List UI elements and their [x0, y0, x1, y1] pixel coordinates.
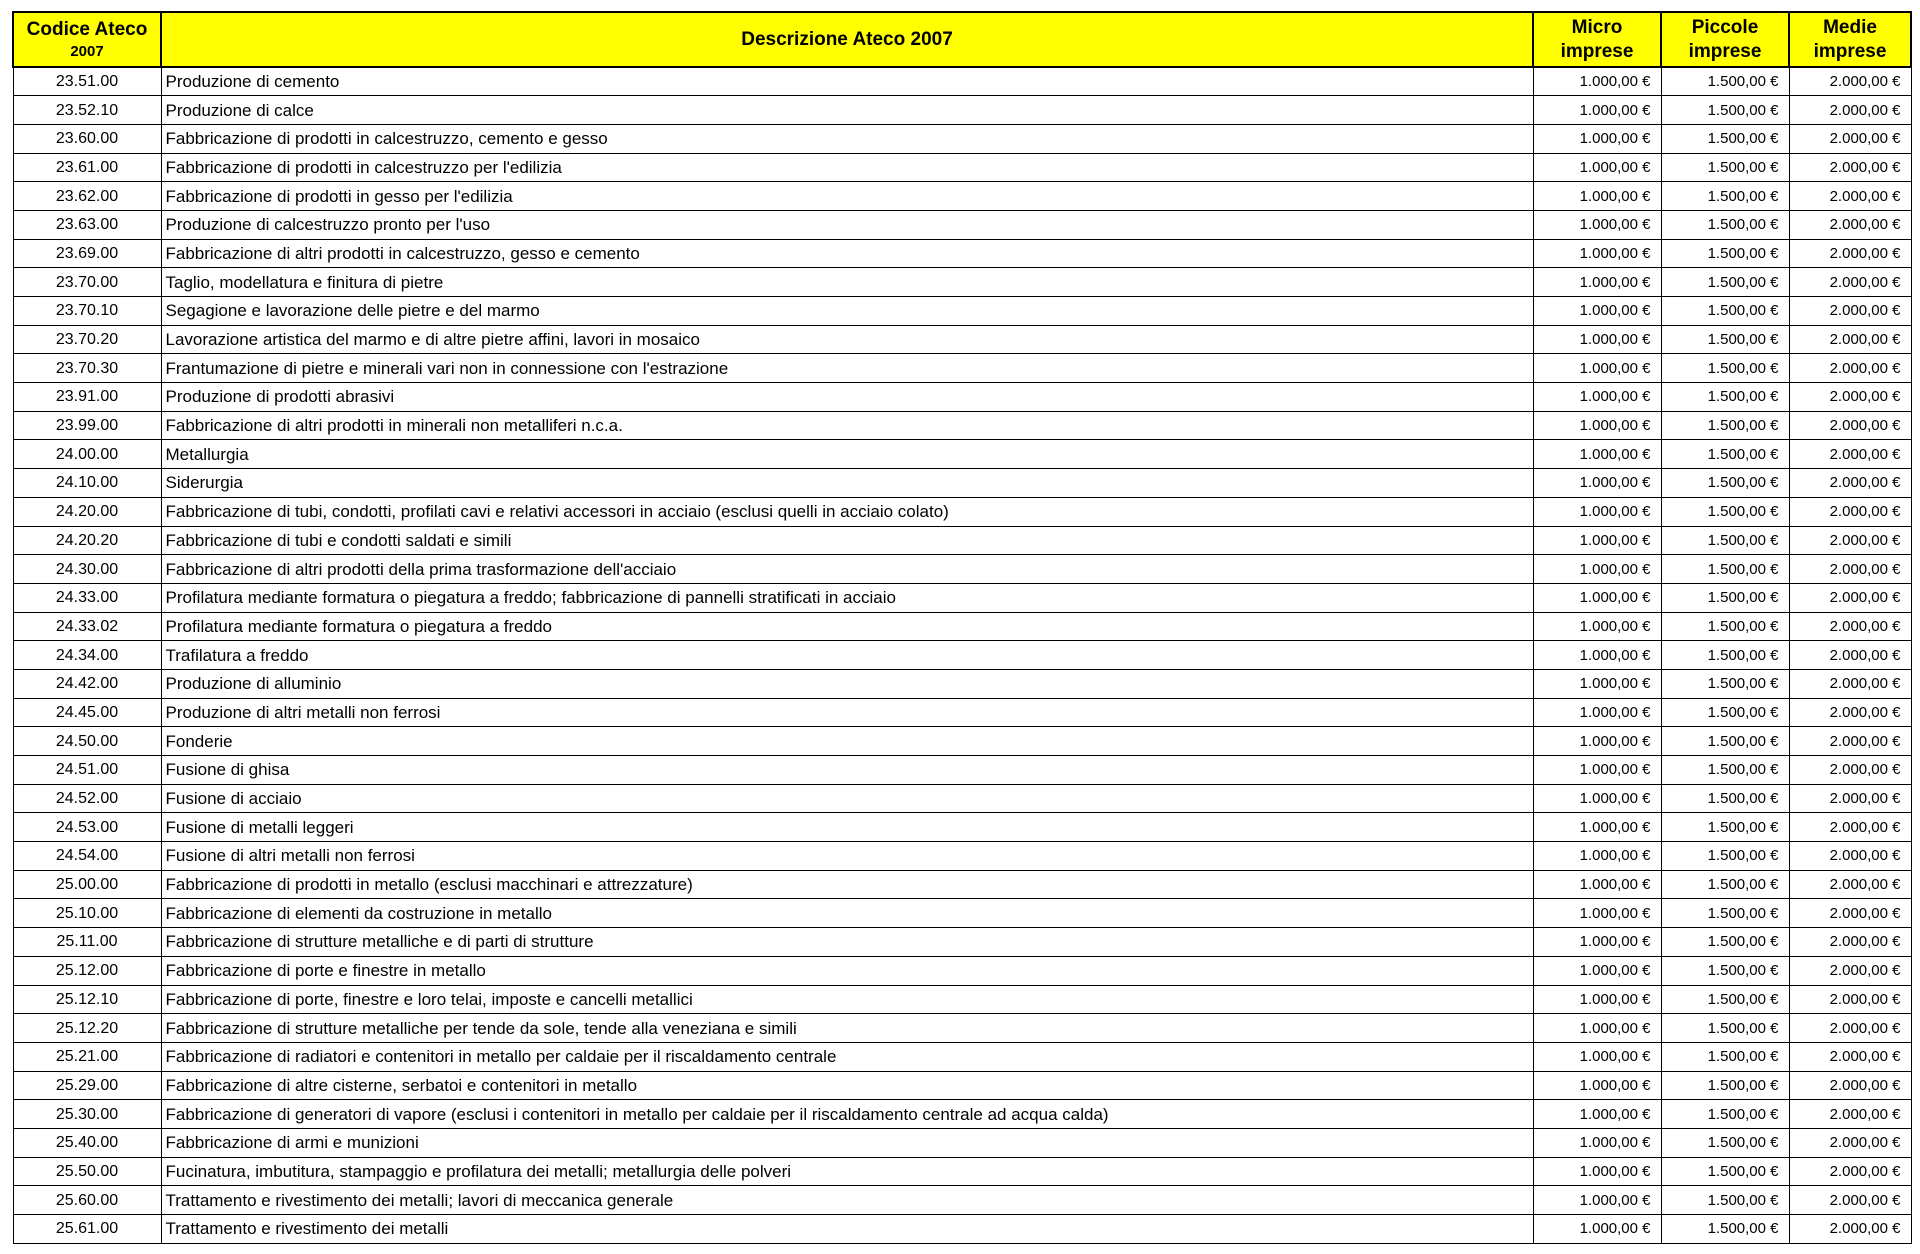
- cell-micro: 1.000,00 €: [1533, 1128, 1661, 1157]
- cell-codice: 24.51.00: [13, 756, 161, 785]
- cell-piccole: 1.500,00 €: [1661, 1100, 1789, 1129]
- cell-piccole: 1.500,00 €: [1661, 583, 1789, 612]
- cell-micro: 1.000,00 €: [1533, 612, 1661, 641]
- cell-piccole: 1.500,00 €: [1661, 784, 1789, 813]
- cell-piccole: 1.500,00 €: [1661, 669, 1789, 698]
- table-row: [13, 698, 1911, 727]
- cell-descrizione: Fabbricazione di altre cisterne, serbatoi e contenitori in metallo: [161, 1071, 1533, 1100]
- table-row: [13, 1157, 1911, 1186]
- cell-codice: 24.00.00: [13, 440, 161, 469]
- cell-piccole: 1.500,00 €: [1661, 411, 1789, 440]
- cell-descrizione: Fabbricazione di altri prodotti della prima trasformazione dell'acciaio: [161, 555, 1533, 584]
- cell-medie: 2.000,00 €: [1789, 1071, 1911, 1100]
- table-row: [13, 870, 1911, 899]
- cell-descrizione: Frantumazione di pietre e minerali vari non in connessione con l'estrazione: [161, 354, 1533, 383]
- cell-medie: 2.000,00 €: [1789, 153, 1911, 182]
- header-small-line2: imprese: [1688, 40, 1762, 62]
- cell-descrizione: Fabbricazione di prodotti in calcestruzzo, cemento e gesso: [161, 124, 1533, 153]
- cell-codice: 25.12.10: [13, 985, 161, 1014]
- cell-medie: 2.000,00 €: [1789, 354, 1911, 383]
- cell-medie: 2.000,00 €: [1789, 297, 1911, 326]
- cell-descrizione: Metallurgia: [161, 440, 1533, 469]
- cell-medie: 2.000,00 €: [1789, 1215, 1911, 1244]
- cell-descrizione: Siderurgia: [161, 469, 1533, 498]
- cell-codice: 24.53.00: [13, 813, 161, 842]
- cell-codice: 24.42.00: [13, 669, 161, 698]
- cell-micro: 1.000,00 €: [1533, 1042, 1661, 1071]
- cell-micro: 1.000,00 €: [1533, 870, 1661, 899]
- table-row: [13, 985, 1911, 1014]
- cell-micro: 1.000,00 €: [1533, 669, 1661, 698]
- cell-medie: 2.000,00 €: [1789, 1100, 1911, 1129]
- header-piccole-imprese: [1661, 12, 1789, 67]
- cell-micro: 1.000,00 €: [1533, 297, 1661, 326]
- table-row: [13, 1014, 1911, 1043]
- table-row: [13, 813, 1911, 842]
- cell-micro: 1.000,00 €: [1533, 813, 1661, 842]
- cell-piccole: 1.500,00 €: [1661, 555, 1789, 584]
- cell-piccole: 1.500,00 €: [1661, 899, 1789, 928]
- header-code-year: 2007: [70, 42, 104, 60]
- cell-piccole: 1.500,00 €: [1661, 1186, 1789, 1215]
- cell-descrizione: Fabbricazione di prodotti in metallo (esclusi macchinari e attrezzature): [161, 870, 1533, 899]
- cell-medie: 2.000,00 €: [1789, 411, 1911, 440]
- cell-descrizione: Fucinatura, imbutitura, stampaggio e profilatura dei metalli; metallurgia delle polveri: [161, 1157, 1533, 1186]
- cell-medie: 2.000,00 €: [1789, 1014, 1911, 1043]
- table-row: [13, 928, 1911, 957]
- cell-codice: 24.33.00: [13, 583, 161, 612]
- cell-medie: 2.000,00 €: [1789, 641, 1911, 670]
- cell-medie: 2.000,00 €: [1789, 67, 1911, 96]
- cell-medie: 2.000,00 €: [1789, 1157, 1911, 1186]
- cell-piccole: 1.500,00 €: [1661, 813, 1789, 842]
- cell-piccole: 1.500,00 €: [1661, 870, 1789, 899]
- cell-micro: 1.000,00 €: [1533, 641, 1661, 670]
- cell-piccole: 1.500,00 €: [1661, 96, 1789, 125]
- cell-micro: 1.000,00 €: [1533, 899, 1661, 928]
- header-medium-line1: Medie: [1823, 16, 1877, 38]
- cell-codice: 25.10.00: [13, 899, 161, 928]
- cell-medie: 2.000,00 €: [1789, 698, 1911, 727]
- cell-micro: 1.000,00 €: [1533, 583, 1661, 612]
- header-micro-line2: imprese: [1560, 40, 1634, 62]
- cell-piccole: 1.500,00 €: [1661, 1157, 1789, 1186]
- cell-descrizione: Fabbricazione di altri prodotti in minerali non metalliferi n.c.a.: [161, 411, 1533, 440]
- table-row: [13, 956, 1911, 985]
- cell-descrizione: Profilatura mediante formatura o piegatura a freddo; fabbricazione di pannelli stratificati in acciaio: [161, 583, 1533, 612]
- cell-piccole: 1.500,00 €: [1661, 268, 1789, 297]
- cell-medie: 2.000,00 €: [1789, 928, 1911, 957]
- cell-descrizione: Fabbricazione di radiatori e contenitori in metallo per caldaie per il riscaldamento centrale: [161, 1042, 1533, 1071]
- table-row: [13, 669, 1911, 698]
- cell-medie: 2.000,00 €: [1789, 985, 1911, 1014]
- cell-codice: 23.69.00: [13, 239, 161, 268]
- cell-piccole: 1.500,00 €: [1661, 928, 1789, 957]
- cell-medie: 2.000,00 €: [1789, 899, 1911, 928]
- cell-medie: 2.000,00 €: [1789, 583, 1911, 612]
- cell-codice: 23.91.00: [13, 383, 161, 412]
- cell-descrizione: Fabbricazione di prodotti in gesso per l'edilizia: [161, 182, 1533, 211]
- cell-descrizione: Taglio, modellatura e finitura di pietre: [161, 268, 1533, 297]
- table-row: [13, 727, 1911, 756]
- cell-codice: 25.00.00: [13, 870, 161, 899]
- cell-piccole: 1.500,00 €: [1661, 641, 1789, 670]
- table-row: [13, 268, 1911, 297]
- table-row: [13, 182, 1911, 211]
- cell-medie: 2.000,00 €: [1789, 526, 1911, 555]
- cell-piccole: 1.500,00 €: [1661, 325, 1789, 354]
- table-row: [13, 497, 1911, 526]
- cell-descrizione: Produzione di calce: [161, 96, 1533, 125]
- cell-micro: 1.000,00 €: [1533, 325, 1661, 354]
- cell-descrizione: Fusione di ghisa: [161, 756, 1533, 785]
- table-row: [13, 1128, 1911, 1157]
- cell-codice: 25.11.00: [13, 928, 161, 957]
- cell-piccole: 1.500,00 €: [1661, 239, 1789, 268]
- cell-micro: 1.000,00 €: [1533, 784, 1661, 813]
- table-row: [13, 1042, 1911, 1071]
- cell-micro: 1.000,00 €: [1533, 469, 1661, 498]
- cell-micro: 1.000,00 €: [1533, 497, 1661, 526]
- table-header-row: [13, 12, 1911, 67]
- cell-descrizione: Profilatura mediante formatura o piegatura a freddo: [161, 612, 1533, 641]
- cell-micro: 1.000,00 €: [1533, 1071, 1661, 1100]
- cell-micro: 1.000,00 €: [1533, 956, 1661, 985]
- table-row: [13, 239, 1911, 268]
- cell-micro: 1.000,00 €: [1533, 268, 1661, 297]
- cell-medie: 2.000,00 €: [1789, 469, 1911, 498]
- cell-piccole: 1.500,00 €: [1661, 497, 1789, 526]
- cell-descrizione: Fabbricazione di altri prodotti in calcestruzzo, gesso e cemento: [161, 239, 1533, 268]
- cell-descrizione: Lavorazione artistica del marmo e di altre pietre affini, lavori in mosaico: [161, 325, 1533, 354]
- table-row: [13, 612, 1911, 641]
- table-row: [13, 842, 1911, 871]
- cell-descrizione: Produzione di calcestruzzo pronto per l'uso: [161, 210, 1533, 239]
- cell-codice: 25.40.00: [13, 1128, 161, 1157]
- cell-descrizione: Fonderie: [161, 727, 1533, 756]
- header-micro-line1: Micro: [1571, 16, 1623, 38]
- cell-micro: 1.000,00 €: [1533, 756, 1661, 785]
- cell-descrizione: Produzione di cemento: [161, 67, 1533, 96]
- table-row: [13, 210, 1911, 239]
- cell-codice: 25.21.00: [13, 1042, 161, 1071]
- cell-medie: 2.000,00 €: [1789, 96, 1911, 125]
- cell-descrizione: Segagione e lavorazione delle pietre e del marmo: [161, 297, 1533, 326]
- cell-micro: 1.000,00 €: [1533, 239, 1661, 268]
- cell-micro: 1.000,00 €: [1533, 124, 1661, 153]
- cell-medie: 2.000,00 €: [1789, 612, 1911, 641]
- cell-descrizione: Fabbricazione di porte e finestre in metallo: [161, 956, 1533, 985]
- cell-codice: 25.30.00: [13, 1100, 161, 1129]
- cell-piccole: 1.500,00 €: [1661, 956, 1789, 985]
- table-row: [13, 124, 1911, 153]
- cell-descrizione: Fabbricazione di elementi da costruzione in metallo: [161, 899, 1533, 928]
- cell-codice: 25.61.00: [13, 1215, 161, 1244]
- table-row: [13, 354, 1911, 383]
- header-codice-ateco: [13, 12, 161, 67]
- cell-piccole: 1.500,00 €: [1661, 698, 1789, 727]
- table-row: [13, 1071, 1911, 1100]
- cell-piccole: 1.500,00 €: [1661, 1071, 1789, 1100]
- cell-descrizione: Fusione di acciaio: [161, 784, 1533, 813]
- cell-piccole: 1.500,00 €: [1661, 1128, 1789, 1157]
- cell-micro: 1.000,00 €: [1533, 842, 1661, 871]
- cell-medie: 2.000,00 €: [1789, 555, 1911, 584]
- cell-descrizione: Fabbricazione di strutture metalliche per tende da sole, tende alla veneziana e simili: [161, 1014, 1533, 1043]
- cell-codice: 25.50.00: [13, 1157, 161, 1186]
- table-row: [13, 1215, 1911, 1244]
- cell-medie: 2.000,00 €: [1789, 669, 1911, 698]
- cell-medie: 2.000,00 €: [1789, 842, 1911, 871]
- cell-codice: 23.70.30: [13, 354, 161, 383]
- cell-piccole: 1.500,00 €: [1661, 756, 1789, 785]
- header-descrizione: Descrizione Ateco 2007: [161, 12, 1533, 67]
- cell-micro: 1.000,00 €: [1533, 1014, 1661, 1043]
- cell-codice: 25.12.20: [13, 1014, 161, 1043]
- cell-descrizione: Fusione di metalli leggeri: [161, 813, 1533, 842]
- cell-medie: 2.000,00 €: [1789, 239, 1911, 268]
- cell-piccole: 1.500,00 €: [1661, 354, 1789, 383]
- cell-codice: 23.51.00: [13, 67, 161, 96]
- cell-micro: 1.000,00 €: [1533, 182, 1661, 211]
- cell-micro: 1.000,00 €: [1533, 985, 1661, 1014]
- cell-codice: 24.34.00: [13, 641, 161, 670]
- cell-descrizione: Produzione di prodotti abrasivi: [161, 383, 1533, 412]
- cell-descrizione: Trattamento e rivestimento dei metalli: [161, 1215, 1533, 1244]
- cell-codice: 23.70.00: [13, 268, 161, 297]
- table-row: [13, 784, 1911, 813]
- cell-codice: 23.61.00: [13, 153, 161, 182]
- cell-codice: 25.60.00: [13, 1186, 161, 1215]
- cell-medie: 2.000,00 €: [1789, 440, 1911, 469]
- cell-piccole: 1.500,00 €: [1661, 1215, 1789, 1244]
- cell-descrizione: Fabbricazione di strutture metalliche e di parti di strutture: [161, 928, 1533, 957]
- table-row: [13, 469, 1911, 498]
- cell-medie: 2.000,00 €: [1789, 956, 1911, 985]
- cell-piccole: 1.500,00 €: [1661, 1014, 1789, 1043]
- cell-micro: 1.000,00 €: [1533, 96, 1661, 125]
- cell-micro: 1.000,00 €: [1533, 1157, 1661, 1186]
- cell-piccole: 1.500,00 €: [1661, 842, 1789, 871]
- cell-codice: 23.70.20: [13, 325, 161, 354]
- cell-piccole: 1.500,00 €: [1661, 67, 1789, 96]
- cell-micro: 1.000,00 €: [1533, 153, 1661, 182]
- cell-medie: 2.000,00 €: [1789, 870, 1911, 899]
- table-row: [13, 411, 1911, 440]
- cell-medie: 2.000,00 €: [1789, 325, 1911, 354]
- cell-micro: 1.000,00 €: [1533, 526, 1661, 555]
- table-row: [13, 1186, 1911, 1215]
- cell-medie: 2.000,00 €: [1789, 727, 1911, 756]
- cell-piccole: 1.500,00 €: [1661, 153, 1789, 182]
- cell-piccole: 1.500,00 €: [1661, 440, 1789, 469]
- cell-descrizione: Fabbricazione di prodotti in calcestruzzo per l'edilizia: [161, 153, 1533, 182]
- cell-medie: 2.000,00 €: [1789, 756, 1911, 785]
- cell-descrizione: Fabbricazione di tubi, condotti, profilati cavi e relativi accessori in acciaio (esclusi quelli in acciaio colato): [161, 497, 1533, 526]
- cell-micro: 1.000,00 €: [1533, 1215, 1661, 1244]
- cell-codice: 24.20.00: [13, 497, 161, 526]
- cell-codice: 23.52.10: [13, 96, 161, 125]
- cell-piccole: 1.500,00 €: [1661, 182, 1789, 211]
- cell-medie: 2.000,00 €: [1789, 210, 1911, 239]
- cell-medie: 2.000,00 €: [1789, 784, 1911, 813]
- cell-micro: 1.000,00 €: [1533, 440, 1661, 469]
- table-row: [13, 583, 1911, 612]
- cell-piccole: 1.500,00 €: [1661, 210, 1789, 239]
- cell-descrizione: Produzione di alluminio: [161, 669, 1533, 698]
- cell-descrizione: Fabbricazione di porte, finestre e loro telai, imposte e cancelli metallici: [161, 985, 1533, 1014]
- cell-codice: 25.29.00: [13, 1071, 161, 1100]
- cell-piccole: 1.500,00 €: [1661, 297, 1789, 326]
- cell-codice: 24.45.00: [13, 698, 161, 727]
- cell-codice: 24.20.20: [13, 526, 161, 555]
- table-row: [13, 67, 1911, 96]
- cell-codice: 24.52.00: [13, 784, 161, 813]
- cell-piccole: 1.500,00 €: [1661, 469, 1789, 498]
- cell-piccole: 1.500,00 €: [1661, 985, 1789, 1014]
- cell-codice: 24.30.00: [13, 555, 161, 584]
- cell-medie: 2.000,00 €: [1789, 1042, 1911, 1071]
- cell-codice: 23.62.00: [13, 182, 161, 211]
- cell-medie: 2.000,00 €: [1789, 497, 1911, 526]
- cell-micro: 1.000,00 €: [1533, 1100, 1661, 1129]
- table-row: [13, 899, 1911, 928]
- cell-codice: 23.70.10: [13, 297, 161, 326]
- table-row: [13, 756, 1911, 785]
- cell-micro: 1.000,00 €: [1533, 727, 1661, 756]
- table-row: [13, 297, 1911, 326]
- cell-codice: 24.33.02: [13, 612, 161, 641]
- cell-micro: 1.000,00 €: [1533, 210, 1661, 239]
- cell-micro: 1.000,00 €: [1533, 698, 1661, 727]
- cell-micro: 1.000,00 €: [1533, 67, 1661, 96]
- table-row: [13, 383, 1911, 412]
- table-row: [13, 96, 1911, 125]
- table-row: [13, 1100, 1911, 1129]
- cell-descrizione: Fabbricazione di tubi e condotti saldati e simili: [161, 526, 1533, 555]
- ateco-table-sheet: [12, 11, 1910, 1244]
- cell-micro: 1.000,00 €: [1533, 383, 1661, 412]
- cell-descrizione: Trattamento e rivestimento dei metalli; lavori di meccanica generale: [161, 1186, 1533, 1215]
- table-row: [13, 526, 1911, 555]
- cell-codice: 24.54.00: [13, 842, 161, 871]
- header-small-line1: Piccole: [1691, 16, 1759, 38]
- table-row: [13, 325, 1911, 354]
- cell-codice: 25.12.00: [13, 956, 161, 985]
- cell-medie: 2.000,00 €: [1789, 182, 1911, 211]
- cell-piccole: 1.500,00 €: [1661, 124, 1789, 153]
- table-row: [13, 555, 1911, 584]
- header-medium-line2: imprese: [1813, 40, 1887, 62]
- cell-medie: 2.000,00 €: [1789, 1128, 1911, 1157]
- cell-descrizione: Fabbricazione di generatori di vapore (esclusi i contenitori in metallo per caldaie per il riscaldamento centrale ad acqua calda): [161, 1100, 1533, 1129]
- cell-piccole: 1.500,00 €: [1661, 612, 1789, 641]
- cell-micro: 1.000,00 €: [1533, 411, 1661, 440]
- cell-piccole: 1.500,00 €: [1661, 526, 1789, 555]
- cell-medie: 2.000,00 €: [1789, 813, 1911, 842]
- cell-micro: 1.000,00 €: [1533, 555, 1661, 584]
- cell-descrizione: Trafilatura a freddo: [161, 641, 1533, 670]
- cell-medie: 2.000,00 €: [1789, 124, 1911, 153]
- cell-piccole: 1.500,00 €: [1661, 727, 1789, 756]
- cell-codice: 24.50.00: [13, 727, 161, 756]
- cell-micro: 1.000,00 €: [1533, 928, 1661, 957]
- cell-medie: 2.000,00 €: [1789, 383, 1911, 412]
- header-medie-imprese: [1789, 12, 1911, 67]
- table-row: [13, 153, 1911, 182]
- header-micro-imprese: [1533, 12, 1661, 67]
- cell-codice: 23.60.00: [13, 124, 161, 153]
- cell-descrizione: Produzione di altri metalli non ferrosi: [161, 698, 1533, 727]
- cell-codice: 23.63.00: [13, 210, 161, 239]
- cell-piccole: 1.500,00 €: [1661, 383, 1789, 412]
- cell-medie: 2.000,00 €: [1789, 1186, 1911, 1215]
- cell-descrizione: Fabbricazione di armi e munizioni: [161, 1128, 1533, 1157]
- cell-micro: 1.000,00 €: [1533, 1186, 1661, 1215]
- cell-medie: 2.000,00 €: [1789, 268, 1911, 297]
- cell-codice: 23.99.00: [13, 411, 161, 440]
- table-row: [13, 641, 1911, 670]
- cell-piccole: 1.500,00 €: [1661, 1042, 1789, 1071]
- cell-micro: 1.000,00 €: [1533, 354, 1661, 383]
- cell-descrizione: Fusione di altri metalli non ferrosi: [161, 842, 1533, 871]
- header-code-title: Codice Ateco: [26, 18, 148, 40]
- ateco-fee-table: [12, 11, 1912, 1244]
- table-body: [13, 67, 1911, 1243]
- table-row: [13, 440, 1911, 469]
- cell-codice: 24.10.00: [13, 469, 161, 498]
